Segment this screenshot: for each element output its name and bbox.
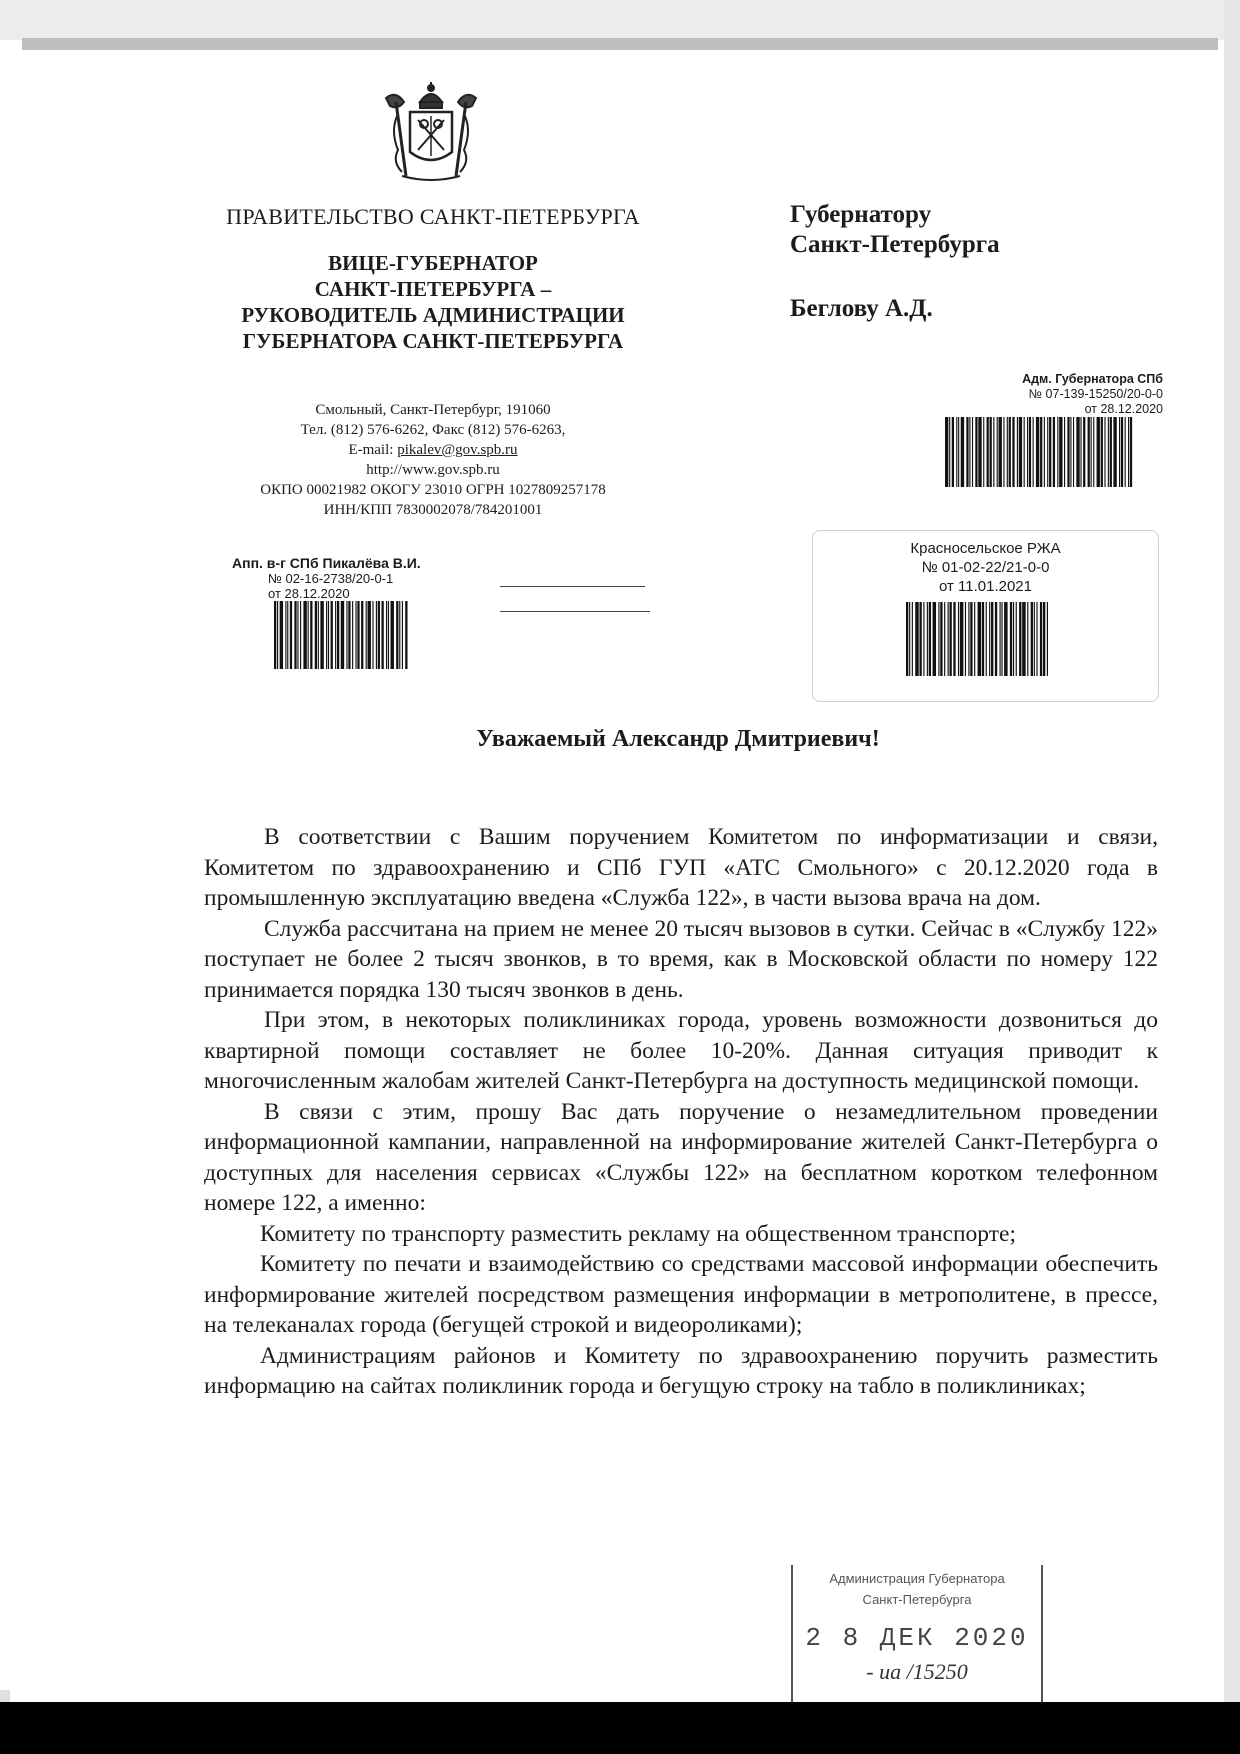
- barcode-bar: [969, 417, 970, 487]
- website-link[interactable]: http://www.gov.spb.ru: [366, 462, 500, 478]
- inn-kpp: ИНН/КПП 7830002078/784201001: [323, 502, 543, 518]
- barcode-bar: [1012, 602, 1013, 676]
- barcode-bar: [348, 601, 350, 669]
- barcode-bar: [386, 601, 387, 669]
- barcode-bar: [987, 417, 989, 487]
- barcode-bar: [977, 602, 980, 676]
- barcode-bar: [999, 417, 1002, 487]
- barcode-bar: [919, 602, 921, 676]
- barcode-bar: [952, 417, 954, 487]
- barcode-bar: [1128, 417, 1129, 487]
- barcode-bar: [337, 601, 339, 669]
- salutation: Уважаемый Александр Дмитриевич!: [476, 726, 880, 752]
- barcode-bar: [932, 602, 935, 676]
- barcode-bar: [368, 601, 371, 669]
- email-link[interactable]: pikalev@gov.spb.ru: [397, 442, 518, 458]
- barcode-bar: [308, 601, 309, 669]
- barcode-bar: [990, 417, 992, 487]
- barcode-bar: [310, 601, 312, 669]
- barcode-bar: [1012, 417, 1014, 487]
- barcode-bar: [928, 602, 930, 676]
- barcode-bar: [1015, 602, 1016, 676]
- barcode-bar: [357, 601, 359, 669]
- barcode-bar: [331, 601, 333, 669]
- barcode: [945, 417, 1157, 487]
- barcode-bar: [402, 601, 403, 669]
- barcode-bar: [1053, 417, 1055, 487]
- barcode-bar: [1088, 417, 1090, 487]
- scan-bottom-margin: [0, 1702, 1240, 1754]
- barcode-bar: [938, 602, 939, 676]
- barcode-bar: [949, 417, 950, 487]
- barcode-bar: [1125, 417, 1126, 487]
- stamp-org: Красносельское РЖА: [910, 540, 1061, 557]
- barcode-bar: [953, 602, 955, 676]
- barcode-bar: [1003, 417, 1004, 487]
- barcode-bar: [378, 601, 380, 669]
- letter-body: [204, 822, 1158, 1402]
- barcode-bar: [968, 602, 969, 676]
- barcode-bar: [1108, 417, 1109, 487]
- barcode-bar: [1040, 417, 1042, 487]
- barcode-bar: [326, 601, 327, 669]
- barcode-bar: [355, 601, 356, 669]
- barcode-bar: [294, 601, 296, 669]
- barcode-bar: [303, 601, 306, 669]
- paragraph: При этом, в некоторых поликлиниках города, уровень возможности дозвониться до квартирной помощи составляет не более 10-20%. Данная ситуация приводит к многочисленным жалобам жителей Санкт-Петербурга на доступность медицинской помощи.: [204, 1007, 1158, 1094]
- stamp-date: 2 8 ДЕК 2020: [805, 1623, 1029, 1653]
- addressee-name: Беглову А.Д.: [790, 295, 933, 322]
- barcode-bar: [993, 417, 994, 487]
- title-line: РУКОВОДИТЕЛЬ АДМИНИСТРАЦИИ: [241, 303, 625, 327]
- barcode-bar: [315, 601, 317, 669]
- barcode-bar: [361, 601, 363, 669]
- barcode-bar: [966, 417, 968, 487]
- barcode-bar: [1009, 417, 1011, 487]
- barcode-bar: [1059, 417, 1062, 487]
- barcode-bar: [1101, 417, 1103, 487]
- barcode-bar: [985, 602, 986, 676]
- vice-office-stamp: [232, 556, 492, 669]
- stamp-handwritten-number: - ua /15250: [866, 1659, 968, 1684]
- barcode-bar: [1019, 602, 1021, 676]
- barcode-bar: [909, 602, 910, 676]
- signature-line: [500, 586, 645, 587]
- barcode-bar: [1091, 417, 1092, 487]
- barcode-bar: [1076, 417, 1079, 487]
- barcode-bar: [1064, 417, 1065, 487]
- government-name: ПРАВИТЕЛЬСТВО САНКТ-ПЕТЕРБУРГА: [226, 204, 640, 229]
- barcode-bar: [981, 602, 983, 676]
- barcode-bar: [1039, 602, 1041, 676]
- barcode-bar: [958, 417, 959, 487]
- registration-stamp: [791, 1565, 1043, 1705]
- stamp-date: от 11.01.2021: [938, 578, 1032, 595]
- barcode-bar: [1046, 602, 1047, 676]
- barcode-bar: [911, 602, 912, 676]
- barcode-bar: [388, 601, 389, 669]
- barcode-bar: [1029, 417, 1031, 487]
- barcode-bar: [923, 602, 924, 676]
- barcode-bar: [1033, 417, 1034, 487]
- barcode-bar: [1004, 602, 1007, 676]
- stamp-org-line: Санкт-Петербурга: [862, 1592, 972, 1607]
- addressee-block: [790, 200, 1110, 324]
- barcode-bar: [956, 417, 957, 487]
- barcode-bar: [1057, 417, 1058, 487]
- signature-line: [500, 611, 650, 612]
- barcode-bar: [277, 601, 278, 669]
- barcode-bar: [1022, 602, 1025, 676]
- barcode-bar: [970, 602, 972, 676]
- barcode: [906, 602, 1066, 676]
- barcode-bar: [1119, 417, 1120, 487]
- email-row: [198, 440, 668, 460]
- barcode-bar: [280, 601, 283, 669]
- barcode-bar: [1027, 417, 1028, 487]
- address: Смольный, Санкт-Петербург, 191060: [315, 402, 551, 418]
- paragraph: В соответствии с Вашим поручением Комитетом по информатизации и связи, Комитетом по здравоохранению и СПб ГУП «АТС Смольного» с 20.12.2020 года в промышленную эксплуатацию введена «Служба 122», в части вызова врача на дом.: [204, 824, 1158, 911]
- stamp-date: от 28.12.2020: [268, 586, 350, 601]
- barcode-bar: [1093, 417, 1094, 487]
- barcode-bar: [975, 417, 977, 487]
- barcode-bar: [1027, 602, 1028, 676]
- barcode-bar: [300, 601, 301, 669]
- paragraph: Комитету по печати и взаимодействию со средствами массовой информации обеспечить информирование жителей посредством размещения информации в метрополитене, в прессе, на телеканалах города (бегущей строкой и видеороликами);: [204, 1251, 1158, 1338]
- barcode-bar: [972, 417, 973, 487]
- barcode-bar: [1001, 602, 1002, 676]
- stamp-number: № 02-16-2738/20-0-1: [268, 571, 394, 586]
- barcode-bar: [1042, 602, 1044, 676]
- barcode-bar: [1070, 417, 1071, 487]
- barcode-bar: [1080, 417, 1081, 487]
- barcode-bar: [959, 602, 962, 676]
- barcode-bar: [961, 417, 964, 487]
- barcode-bar: [983, 417, 984, 487]
- barcode-bar: [999, 602, 1000, 676]
- barcode-bar: [1044, 417, 1045, 487]
- title-line: ВИЦЕ-ГУБЕРНАТОР: [328, 251, 538, 275]
- barcode-bar: [274, 601, 276, 669]
- paragraph: Администрациям районов и Комитету по здравоохранению поручить разместить информацию на сайтах поликлиник города и бегущую строку на табло в поликлиниках;: [204, 1342, 1158, 1399]
- barcode-bar: [906, 602, 908, 676]
- addressee-city: Санкт-Петербурга: [790, 231, 1000, 258]
- vice-governor-title: [198, 250, 668, 354]
- scan-right-margin: [1224, 0, 1240, 1754]
- barcode-bar: [949, 602, 951, 676]
- paragraph: Служба рассчитана на прием не менее 20 тысяч вызовов в сутки. Сейчас в «Службу 122» поступает не более 2 тысяч звонков, в то время, как в Московской области по номеру 122 принимается порядка 130 тысяч звонков в день.: [204, 915, 1158, 1003]
- barcode-bar: [391, 601, 394, 669]
- barcode-bar: [989, 602, 990, 676]
- barcode-bar: [341, 601, 344, 669]
- stamp-org: Апп. в-г СПб Пикалёва В.И.: [232, 555, 421, 571]
- barcode-bar: [994, 602, 996, 676]
- barcode-bar: [1009, 602, 1011, 676]
- barcode-bar: [1083, 417, 1085, 487]
- barcode-bar: [290, 601, 292, 669]
- barcode-bar: [320, 601, 323, 669]
- barcode-bar: [335, 601, 336, 669]
- barcode-bar: [964, 602, 965, 676]
- addressee-position: Губернатору: [790, 201, 932, 228]
- barcode-bar: [297, 601, 298, 669]
- barcode-bar: [974, 602, 975, 676]
- barcode-bar: [945, 417, 948, 487]
- barcode-bar: [1049, 417, 1051, 487]
- barcode-bar: [399, 601, 400, 669]
- barcode-bar: [944, 602, 945, 676]
- scan-top-margin: [0, 0, 1240, 40]
- stamp-number: № 01-02-22/21-0-0: [921, 559, 1050, 576]
- barcode-bar: [1097, 417, 1100, 487]
- barcode-bar: [1024, 417, 1025, 487]
- registration-codes: ОКПО 00021982 ОКОГУ 23010 ОГРН 1027809257178: [260, 482, 606, 498]
- barcode-bar: [940, 602, 942, 676]
- barcode-bar: [318, 601, 319, 669]
- barcode-bar: [287, 601, 288, 669]
- barcode-bar: [1007, 417, 1008, 487]
- barcode-bar: [1113, 417, 1116, 487]
- krasnoselskoe-stamp: [812, 530, 1159, 702]
- barcode-bar: [1067, 417, 1069, 487]
- email-label: E-mail:: [348, 442, 398, 458]
- scan-edge-shadow: [22, 38, 1218, 50]
- barcode-bar: [926, 602, 927, 676]
- barcode-bar: [1130, 417, 1132, 487]
- barcode-bar: [396, 601, 398, 669]
- stamp-number: № 07-139-15250/20-0-0: [1028, 387, 1163, 401]
- barcode-bar: [405, 601, 407, 669]
- barcode-bar: [1017, 417, 1018, 487]
- barcode-bar: [381, 601, 383, 669]
- barcode-bar: [991, 602, 993, 676]
- stamp-date: от 28.12.2020: [1084, 402, 1163, 416]
- title-line: САНКТ-ПЕТЕРБУРГА –: [314, 277, 552, 301]
- barcode-bar: [328, 601, 329, 669]
- barcode-bar: [1073, 417, 1074, 487]
- barcode-bar: [1030, 602, 1032, 676]
- barcode-bar: [366, 601, 367, 669]
- barcode-bar: [1036, 417, 1039, 487]
- barcode-bar: [915, 602, 918, 676]
- barcode-bar: [957, 602, 958, 676]
- barcode-bar: [1033, 602, 1034, 676]
- barcode-bar: [978, 417, 981, 487]
- gov-admin-stamp: [945, 372, 1163, 487]
- paragraph: Комитету по транспорту разместить рекламу на общественном транспорте;: [260, 1220, 1016, 1247]
- barcode-bar: [997, 417, 998, 487]
- barcode-bar: [1121, 417, 1123, 487]
- barcode-bar: [376, 601, 377, 669]
- sender-contacts: [198, 400, 668, 520]
- barcode-bar: [352, 601, 353, 669]
- barcode-bar: [1036, 602, 1037, 676]
- stamp-org-line: Администрация Губернатора: [829, 1571, 1005, 1586]
- barcode-bar: [346, 601, 347, 669]
- title-line: ГУБЕРНАТОРА САНКТ-ПЕТЕРБУРГА: [242, 329, 624, 353]
- barcode-bar: [1110, 417, 1112, 487]
- barcode-bar: [1047, 417, 1048, 487]
- barcode-bar: [285, 601, 286, 669]
- paragraph: В связи с этим, прошу Вас дать поручение о незамедлительном проведении информационной кампании, направленной на информирование жителей Санкт-Петербурга о доступных для населения сервисах «Службы 122» на бесплатном коротком телефонном номере 122, а именно:: [204, 1098, 1158, 1216]
- coat-of-arms-emblem: [376, 80, 486, 185]
- barcode-bar: [1104, 417, 1105, 487]
- barcode-bar: [372, 601, 373, 669]
- barcode: [274, 601, 424, 669]
- barcode-bar: [947, 602, 948, 676]
- stamp-org: Адм. Губернатора СПб: [1022, 372, 1163, 386]
- phone-fax: Тел. (812) 576-6262, Факс (812) 576-6263,: [300, 422, 566, 438]
- barcode-bar: [1019, 417, 1022, 487]
